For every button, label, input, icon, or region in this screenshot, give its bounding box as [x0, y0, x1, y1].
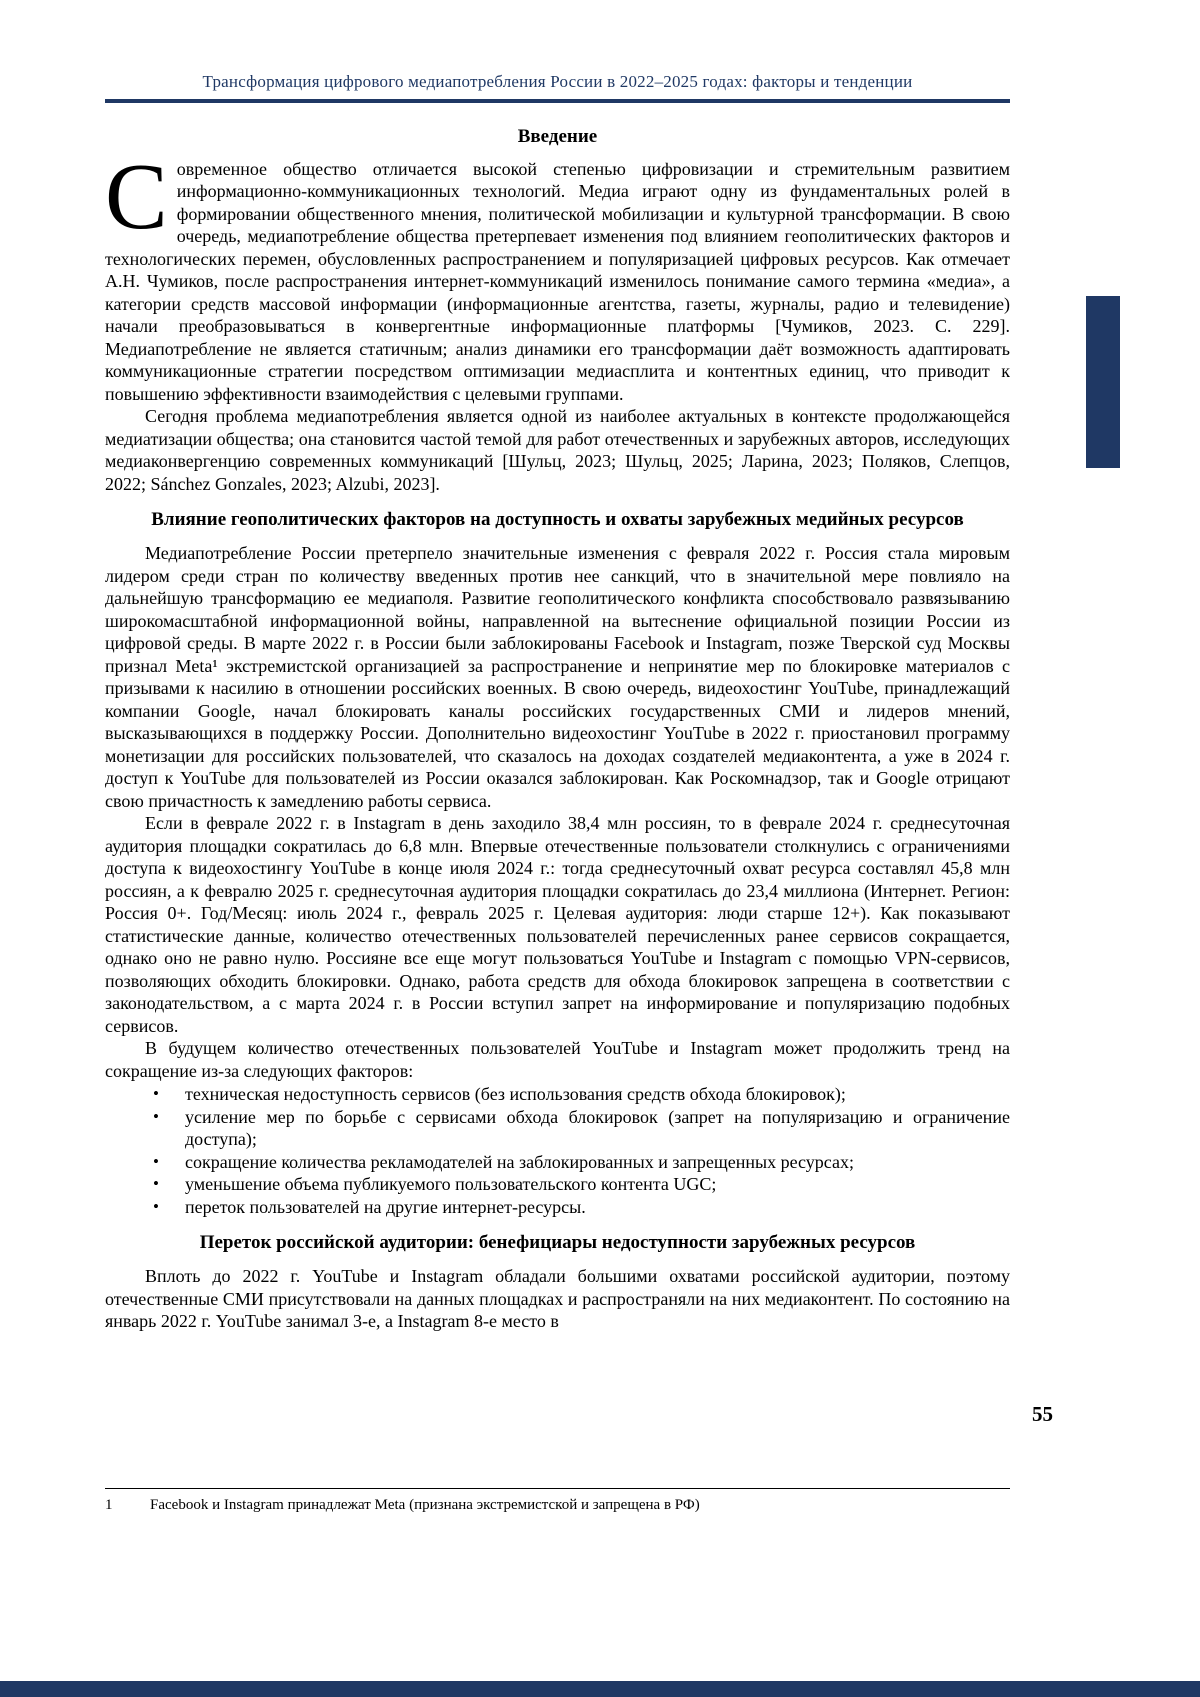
footnote-line [105, 1496, 1010, 1515]
paragraph-sanctions: Медиапотребление России претерпело значительные изменения с февраля 2022 г. Россия стала мировым лидером среди стран по количеству введенных против нее санкций, что в значительной мере повлияло на дальнейшую трансформацию ее медиаполя. Развитие геополитического конфликта способствовало развязыванию широкомасштабной информационной войны, направленной на вытеснение официальной позиции России из цифровой среды. В марте 2022 г. в России были заблокированы Facebook и Instagram, позже Тверской суд Москвы признал Meta¹ экстремистской организацией за распространение и непринятие мер по блокировке материалов с призывами к насилию в отношении российских военных. В свою очередь, видеохостинг YouTube, принадлежащий компании Google, начал блокировать каналы российских государственных СМИ и лидеров мнений, высказывающихся в поддержку России. Дополнительно видеохостинг YouTube в 2022 г. приостановил программу монетизации для российских пользователей, что сказалось на доходах создателей медиаконтента, а уже в 2024 г. доступ к YouTube для пользователей из России оказался заблокирован. Как Роскомнадзор, так и Google отрицают свою причастность к замедлению работы сервиса. [105, 543, 1010, 811]
factors-list [105, 1083, 1010, 1218]
list-item: • сокращение количества рекламодателей на заблокированных и запрещенных ресурсах; [105, 1151, 1010, 1174]
footnote [105, 1482, 1010, 1515]
list-item: • уменьшение объема публикуемого пользовательского контента UGC; [105, 1173, 1010, 1196]
section-heading-geopolitics: Влияние геополитических факторов на доступность и охваты зарубежных медийных ресурсов [151, 509, 964, 530]
paragraph-intro [105, 144, 1010, 406]
paragraph-audience-stats: Если в феврале 2022 г. в Instagram в день заходило 38,4 млн россиян, то в феврале 2024 г. среднесуточная аудитория площадки сократилась до 6,8 млн. Впервые отечественные пользователи столкнулись с ограничениями доступа к видеохостингу YouTube в конце июля 2024 г.: тогда среднесуточный охват ресурса составлял 45,8 млн россиян, а к февралю 2025 г. среднесуточная аудитория площадки сократилась до 23,4 миллиона (Интернет. Регион: Россия 0+. Год/Месяц: июль 2024 г., февраль 2025 г. Целевая аудитория: люди старше 12+). Как показывают статистические данные, количество отечественных пользователей перечисленных ранее сервисов сокращается, однако оно не равно нулю. Россияне все еще могут пользоваться YouTube и Instagram с помощью VPN-сервисов, позволяющих обходить блокировки. Однако, работа средств для обхода блокировок запрещена в соответствии с законодательством, а с марта 2024 г. в России вступил запрет на информирование и популяризацию подобных сервисов. [105, 813, 1010, 1036]
paragraph-factors-intro: В будущем количество отечественных пользователей YouTube и Instagram может продолжить тренд на сокращение из-за следующих факторов: [105, 1038, 1010, 1081]
footnote-marker: 1 [105, 1497, 113, 1513]
paragraph-intro-text: овременное общество отличается высокой степенью цифровизации и стремительным развитием информационно-коммуникационных технологий. Медиа играют одну из фундаментальных ролей в формировании общественного мнения, политической мобилизации и культурной трансформации. В свою очередь, медиапотребление общества претерпевает изменения под влиянием геополитических факторов и технологических перемен, обусловленных распространением и популяризацией цифровых ресурсов. Как отмечает А.Н. Чумиков, после распространения интернет-коммуникаций изменилось понимание самого термина «медиа», а категории средств массовой информации (информационные агентства, газеты, журналы, радио и телевидение) начали преобразовываться в конвергентные информационные платформы [Чумиков, 2023. С. 229]. Медиапотребление не является статичным; анализ динамики его трансформации даёт возможность адаптировать коммуникационные стратегии посредством оптимизации медиасплита и контентных единиц, что приводит к повышению эффективности взаимодействия с целевыми группами. [105, 158, 1010, 404]
paragraph-audience-flow: Вплоть до 2022 г. YouTube и Instagram обладали большими охватами российской аудитории, поэтому отечественные СМИ присутствовали на данных площадках и распространяли на них медиаконтент. По состоянию на январь 2022 г. YouTube занимал 3-е, а Instagram 8-е место в [105, 1266, 1010, 1331]
footnote-text: Facebook и Instagram принадлежат Meta (признана экстремистской и запрещена в РФ) [150, 1497, 700, 1513]
footnote-separator [105, 1488, 1010, 1489]
list-item: • техническая недоступность сервисов (без использования средств обхода блокировок); [105, 1083, 1010, 1106]
article-body [105, 122, 1010, 1480]
dropcap-letter: С [105, 144, 168, 249]
intro-heading: Введение [517, 126, 598, 147]
header-rule [105, 99, 1010, 103]
footer-bar [0, 1681, 1200, 1697]
paragraph-relevance: Сегодня проблема медиапотребления является одной из наиболее актуальных в контексте продолжающейся медиатизации общества; она становится частой темой для работ отечественных и зарубежных авторов, исследующих медиаконвергенцию современных коммуникаций [Шульц, 2023; Шульц, 2025; Ларина, 2023; Поляков, Слепцов, 2022; Sánchez Gonzales, 2023; Alzubi, 2023]. [105, 406, 1010, 494]
page-number: 55 [1032, 1402, 1053, 1426]
running-header: Трансформация цифрового медиапотребления России в 2022–2025 годах: факторы и тенденции [202, 72, 913, 91]
section-heading-audience-flow: Переток российской аудитории: бенефициары недоступности зарубежных ресурсов [199, 1232, 916, 1253]
list-item: • усиление мер по борьбе с сервисами обхода блокировок (запрет на популяризацию и ограничение доступа); [105, 1106, 1010, 1151]
section-edge-tab [1086, 296, 1120, 468]
list-item: • переток пользователей на другие интернет-ресурсы. [105, 1196, 1010, 1219]
